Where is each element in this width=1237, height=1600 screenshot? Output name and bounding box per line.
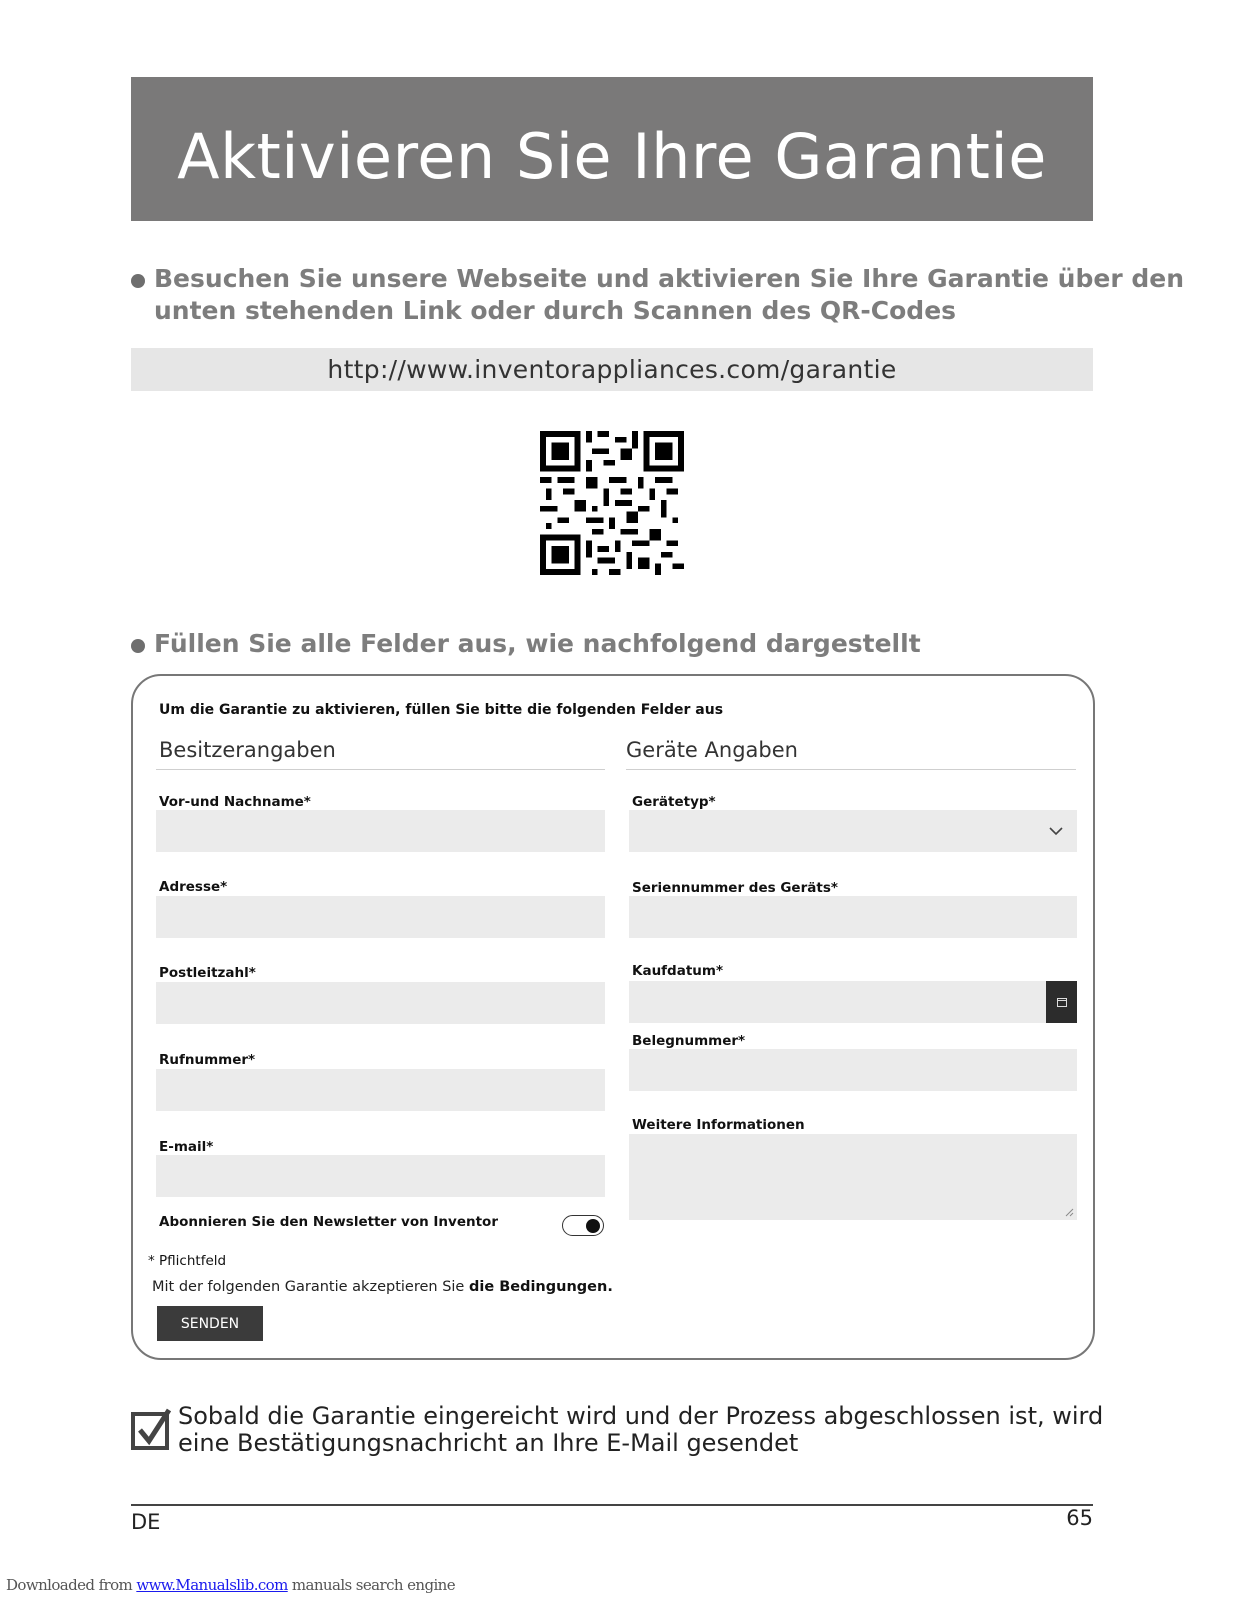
form-intro: Um die Garantie zu aktivieren, füllen Sie bitte die folgenden Felder aus xyxy=(159,702,724,718)
bullet-icon xyxy=(131,274,145,288)
name-label: Vor-und Nachname* xyxy=(159,794,311,810)
resize-grip-icon[interactable] xyxy=(1064,1207,1074,1217)
step2-text: Füllen Sie alle Felder aus, wie nachfolgend dargestellt xyxy=(154,629,921,658)
step1-line2: unten stehenden Link oder durch Scannen des QR-Codes xyxy=(154,296,957,325)
address-field[interactable] xyxy=(156,896,605,938)
device-section-title: Geräte Angaben xyxy=(626,738,798,762)
page-number: 65 xyxy=(1066,1506,1093,1530)
purchase-date-label: Kaufdatum* xyxy=(632,963,724,979)
toggle-knob xyxy=(586,1219,600,1233)
serial-field[interactable] xyxy=(629,896,1077,938)
phone-field[interactable] xyxy=(156,1069,605,1111)
newsletter-label: Abonnieren Sie den Newsletter von Inventor xyxy=(159,1214,498,1230)
step1-line1: Besuchen Sie unsere Webseite und aktivieren Sie Ihre Garantie über den xyxy=(154,264,1185,293)
download-suffix: manuals search engine xyxy=(291,1576,455,1594)
postcode-field[interactable] xyxy=(156,982,605,1024)
download-prefix: Downloaded from xyxy=(6,1576,133,1594)
terms-link[interactable]: die Bedingungen. xyxy=(468,1279,613,1295)
download-source xyxy=(6,1576,455,1594)
terms-text xyxy=(152,1279,613,1295)
receipt-field[interactable] xyxy=(629,1049,1077,1091)
address-label: Adresse* xyxy=(159,879,228,895)
confirmation-line2: eine Bestätigungsnachricht an Ihre E-Mail gesendet xyxy=(178,1429,799,1457)
email-field[interactable] xyxy=(156,1155,605,1197)
warranty-url[interactable]: http://www.inventorappliances.com/garantie xyxy=(327,355,897,384)
name-field[interactable] xyxy=(156,810,605,852)
manualslib-link[interactable]: www.Manualslib.com xyxy=(136,1576,288,1594)
page-title: Aktivieren Sie Ihre Garantie xyxy=(177,119,1047,193)
confirmation-text xyxy=(178,1403,1103,1457)
warranty-url-bar[interactable] xyxy=(131,348,1093,391)
postcode-label: Postleitzahl* xyxy=(159,965,256,981)
qr-code-icon xyxy=(540,431,684,575)
page-banner xyxy=(131,77,1093,221)
owner-section-divider xyxy=(156,769,605,770)
date-picker-button[interactable] xyxy=(1046,981,1077,1023)
device-section-divider xyxy=(626,769,1076,770)
more-info-textarea[interactable] xyxy=(629,1134,1077,1220)
confirmation-line1: Sobald die Garantie eingereicht wird und der Prozess abgeschlossen ist, wird xyxy=(178,1402,1104,1430)
footer-language: DE xyxy=(131,1510,161,1534)
step-fill-fields xyxy=(131,628,921,660)
purchase-date-field[interactable] xyxy=(629,981,1077,1023)
submit-button[interactable]: SENDEN xyxy=(157,1306,263,1341)
serial-label: Seriennummer des Geräts* xyxy=(632,880,838,896)
checked-checkbox-icon xyxy=(131,1408,171,1451)
bullet-icon xyxy=(131,639,145,653)
footer-divider xyxy=(131,1504,1093,1506)
phone-label: Rufnummer* xyxy=(159,1052,256,1068)
terms-prefix: Mit der folgenden Garantie akzeptieren Sie xyxy=(152,1279,465,1295)
chevron-down-icon xyxy=(1049,824,1063,838)
device-type-label: Gerätetyp* xyxy=(632,794,716,810)
newsletter-toggle[interactable] xyxy=(562,1215,604,1236)
step-visit-website xyxy=(131,263,1184,327)
required-note: * Pflichtfeld xyxy=(148,1253,227,1269)
receipt-label: Belegnummer* xyxy=(632,1033,746,1049)
device-type-select[interactable] xyxy=(629,810,1077,852)
owner-section-title: Besitzerangaben xyxy=(159,738,336,762)
more-info-label: Weitere Informationen xyxy=(632,1117,805,1133)
calendar-icon xyxy=(1057,997,1067,1007)
email-label: E-mail* xyxy=(159,1139,214,1155)
